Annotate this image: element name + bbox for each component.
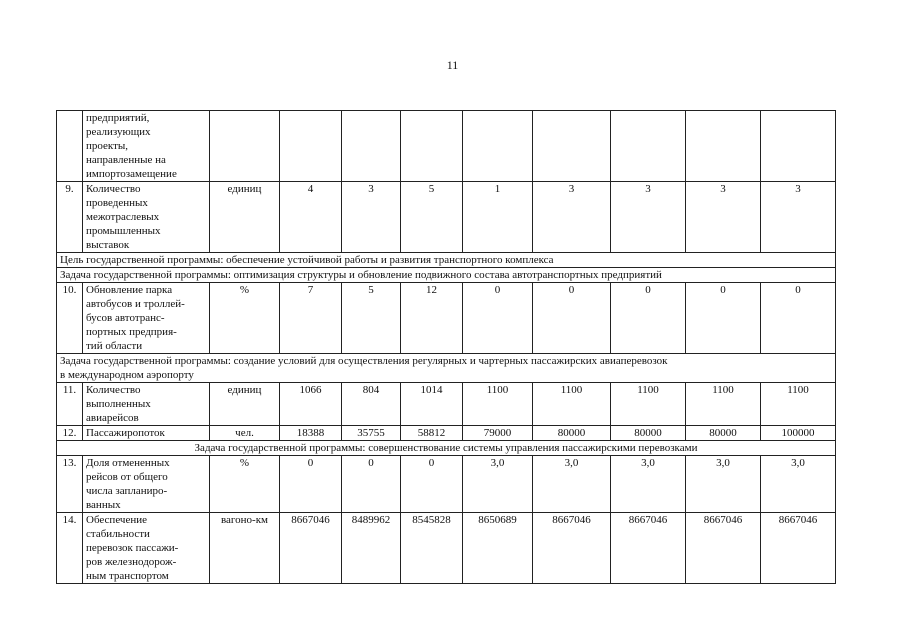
indicator-value: 0 <box>611 283 686 354</box>
indicator-name-line: стабильности <box>86 528 150 540</box>
indicator-name-line: Количество <box>86 183 141 195</box>
indicator-value: 0 <box>401 456 463 513</box>
indicator-value: 100000 <box>761 426 836 441</box>
indicator-name-line: Обеспечение <box>86 514 147 526</box>
indicator-name-line: рейсов от общего <box>86 471 168 483</box>
indicator-value: 8667046 <box>611 513 686 584</box>
indicators-table <box>56 110 836 584</box>
indicator-name-line: межотраслевых <box>86 211 160 223</box>
indicator-value: 8489962 <box>342 513 401 584</box>
indicator-name-line: проекты, <box>86 140 129 152</box>
indicator-name-line: направленные на <box>86 154 166 166</box>
page-number: 11 <box>446 58 459 72</box>
section-header-line: Задача государственной программы: оптимизация структуры и обновление подвижного состава автотранспортных предприятий <box>60 269 662 281</box>
indicator-number: 9. <box>57 182 83 253</box>
indicator-name-line: перевозок пассажи- <box>86 542 179 554</box>
indicator-name-line: Пассажиропоток <box>86 427 165 439</box>
indicator-value: 5 <box>401 182 463 253</box>
indicator-unit: единиц <box>210 182 280 253</box>
indicator-name-line: предприятий, <box>86 112 150 124</box>
indicator-number: 13. <box>57 456 83 513</box>
section-header-line: Задача государственной программы: создание условий для осуществления регулярных и чартерных пассажирских авиаперевозок <box>60 355 668 367</box>
indicator-value: 3 <box>533 182 611 253</box>
indicator-value: 8650689 <box>463 513 533 584</box>
indicator-row <box>57 456 836 513</box>
indicator-value: 3 <box>342 182 401 253</box>
indicator-value: 1066 <box>280 383 342 426</box>
indicator-value: 1100 <box>533 383 611 426</box>
indicator-name-line: импортозамещение <box>86 168 177 180</box>
indicator-number: 10. <box>57 283 83 354</box>
indicator-value: 0 <box>761 283 836 354</box>
indicator-unit: вагоно-км <box>210 513 280 584</box>
indicator-name-line: Обновление парка <box>86 284 173 296</box>
indicator-number <box>57 111 83 182</box>
indicator-value <box>761 111 836 182</box>
indicator-value: 1100 <box>611 383 686 426</box>
table-body <box>57 111 836 584</box>
indicator-name-line: ванных <box>86 499 121 511</box>
indicator-name-line: тий области <box>86 340 143 352</box>
indicator-name <box>83 383 210 426</box>
indicator-value <box>401 111 463 182</box>
indicator-row <box>57 111 836 182</box>
indicator-name <box>83 111 210 182</box>
indicator-value: 1100 <box>761 383 836 426</box>
indicator-unit: % <box>210 283 280 354</box>
indicator-value: 1100 <box>686 383 761 426</box>
indicator-unit <box>210 111 280 182</box>
indicator-name-line: Доля отмененных <box>86 457 170 469</box>
indicator-value: 80000 <box>533 426 611 441</box>
indicator-value: 3,0 <box>463 456 533 513</box>
indicator-name-line: выставок <box>86 239 130 251</box>
indicator-value: 35755 <box>342 426 401 441</box>
indicator-name-line: портных предприя- <box>86 326 177 338</box>
indicator-name-line: промышленных <box>86 225 161 237</box>
indicator-row <box>57 426 836 441</box>
indicator-value: 0 <box>280 456 342 513</box>
indicator-value: 7 <box>280 283 342 354</box>
indicator-value: 3 <box>611 182 686 253</box>
indicator-value: 8667046 <box>686 513 761 584</box>
indicator-value: 0 <box>342 456 401 513</box>
indicator-value <box>611 111 686 182</box>
indicator-value: 80000 <box>611 426 686 441</box>
indicator-value: 3,0 <box>761 456 836 513</box>
indicator-value: 8667046 <box>533 513 611 584</box>
indicator-value: 3,0 <box>611 456 686 513</box>
indicator-name-line: бусов автотранс- <box>86 312 165 324</box>
indicator-value: 3,0 <box>686 456 761 513</box>
section-header-cell <box>57 253 836 268</box>
section-header-row <box>57 268 836 283</box>
indicator-row <box>57 513 836 584</box>
indicator-value <box>686 111 761 182</box>
section-header-line: Задача государственной программы: совершенствование системы управления пассажирскими перевозками <box>194 442 698 454</box>
indicator-unit: % <box>210 456 280 513</box>
section-header-cell <box>57 441 836 456</box>
section-header-row <box>57 354 836 383</box>
indicator-value: 3 <box>686 182 761 253</box>
indicator-value: 8667046 <box>280 513 342 584</box>
indicator-number: 12. <box>57 426 83 441</box>
indicator-row <box>57 383 836 426</box>
indicator-name-line: числа запланиро- <box>86 485 168 497</box>
indicator-value <box>533 111 611 182</box>
indicator-value <box>463 111 533 182</box>
indicator-number: 11. <box>57 383 83 426</box>
section-header-row <box>57 441 836 456</box>
indicator-value: 1014 <box>401 383 463 426</box>
indicator-value: 8545828 <box>401 513 463 584</box>
section-header-cell <box>57 268 836 283</box>
indicator-name <box>83 283 210 354</box>
indicator-value: 3 <box>761 182 836 253</box>
indicator-name-line: авиарейсов <box>86 412 139 424</box>
indicator-unit: единиц <box>210 383 280 426</box>
indicator-name-line: реализующих <box>86 126 151 138</box>
indicator-value: 18388 <box>280 426 342 441</box>
indicator-value: 3,0 <box>533 456 611 513</box>
indicator-value: 12 <box>401 283 463 354</box>
indicator-value <box>280 111 342 182</box>
indicator-name-line: ным транспортом <box>86 570 169 582</box>
section-header-cell <box>57 354 836 383</box>
section-header-row <box>57 253 836 268</box>
indicator-value: 79000 <box>463 426 533 441</box>
indicator-unit: чел. <box>210 426 280 441</box>
indicator-value: 1 <box>463 182 533 253</box>
indicator-name-line: Количество <box>86 384 141 396</box>
indicator-value: 58812 <box>401 426 463 441</box>
indicator-value: 1100 <box>463 383 533 426</box>
indicator-row <box>57 283 836 354</box>
indicator-value: 4 <box>280 182 342 253</box>
indicator-value: 8667046 <box>761 513 836 584</box>
indicator-name-line: проведенных <box>86 197 148 209</box>
indicator-name-line: выполненных <box>86 398 151 410</box>
indicator-value: 804 <box>342 383 401 426</box>
indicator-value: 0 <box>533 283 611 354</box>
indicator-value: 0 <box>686 283 761 354</box>
indicator-name-line: ров железнодорож- <box>86 556 177 568</box>
section-header-line: Цель государственной программы: обеспечение устойчивой работы и развития транспортного комплекса <box>60 254 554 266</box>
indicator-name <box>83 182 210 253</box>
indicator-number: 14. <box>57 513 83 584</box>
indicator-value <box>342 111 401 182</box>
indicator-name-line: автобусов и троллей- <box>86 298 185 310</box>
indicator-value: 0 <box>463 283 533 354</box>
indicator-row <box>57 182 836 253</box>
indicator-name <box>83 513 210 584</box>
indicator-name <box>83 456 210 513</box>
indicator-value: 5 <box>342 283 401 354</box>
indicator-value: 80000 <box>686 426 761 441</box>
indicator-name <box>83 426 210 441</box>
section-header-line: в международном аэропорту <box>60 369 194 381</box>
